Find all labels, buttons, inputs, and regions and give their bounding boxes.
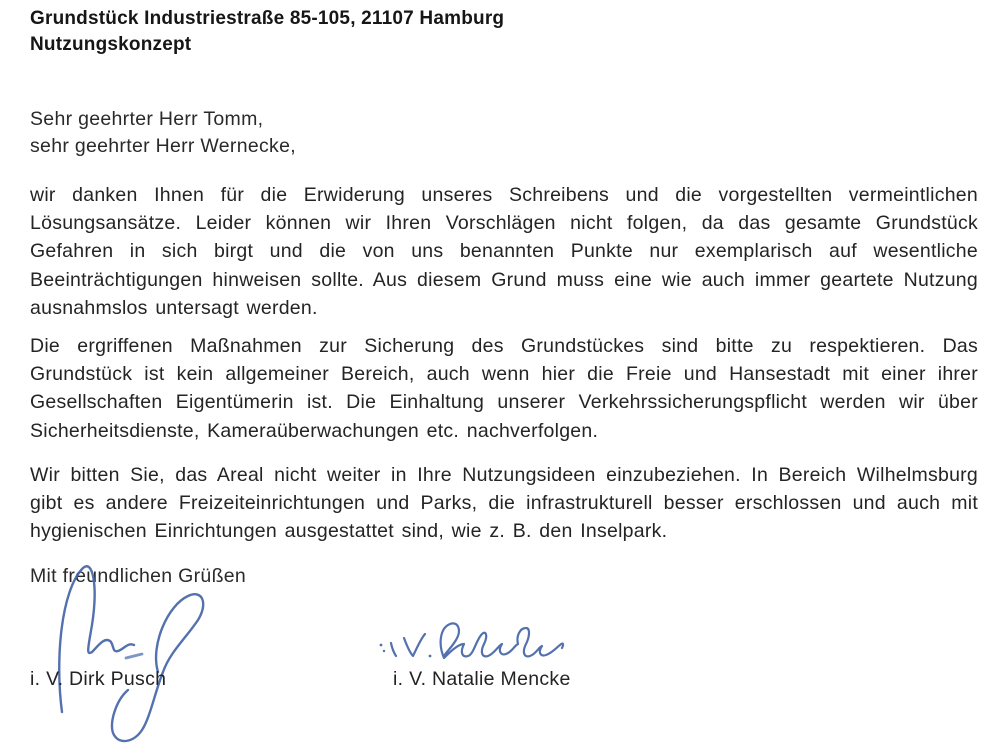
body-paragraph-3: Wir bitten Sie, das Areal nicht weiter in Ihre Nutzungsideen einzubeziehen. In Bereich Wilhelmsburg gibt es andere Freizeiteinrichtungen und Parks, die infrastrukturell besser erschlossen und auch mit hygienischen Einrichtungen ausgestattet sind, wie z. B. den Inselpark. bbox=[30, 464, 978, 543]
typed-name-dirk-pusch: i. V. Dirk Pusch bbox=[30, 668, 167, 690]
salutation-block bbox=[30, 106, 930, 160]
closing-line: Mit freundlichen Grüßen bbox=[30, 565, 247, 587]
salutation-line-1: Sehr geehrter Herr Tomm, bbox=[30, 108, 264, 130]
body-paragraph-1: wir danken Ihnen für die Erwiderung unseres Schreibens und die vorgestellten vermeintlichen Lösungsansätze. Leider können wir Ihren Vorschlägen nicht folgen, da das gesamte Grundstück Gefahren in sich birgt und die von uns benannten Punkte nur exemplarisch auf wesentliche Beeinträchtigungen hinweisen sollte. Aus diesem Grund muss eine wie auch immer geartete Nutzung ausnahmslos untersagt werden. bbox=[30, 184, 978, 319]
typed-name-natalie-mencke: i. V. Natalie Mencke bbox=[393, 668, 571, 690]
subject-line-2: Nutzungskonzept bbox=[30, 34, 192, 55]
body-paragraph-2: Die ergriffenen Maßnahmen zur Sicherung des Grundstückes sind bitte zu respektieren. Das Grundstück ist kein allgemeiner Bereich, auch wenn hier die Freie und Hansestadt mit einer ihrer Gesellschaften Eigentümerin ist. Die Einhaltung unserer Verkehrssicherungspflicht werden wir über Sicherheitsdienste, Kameraüberwachungen etc. nachverfolgen. bbox=[30, 335, 978, 442]
subject-block bbox=[30, 6, 930, 58]
subject-line-1: Grundstück Industriestraße 85-105, 21107 Hamburg bbox=[30, 8, 505, 29]
natalie-mencke-signature-ink bbox=[372, 618, 582, 668]
salutation-line-2: sehr geehrter Herr Wernecke, bbox=[30, 135, 296, 157]
